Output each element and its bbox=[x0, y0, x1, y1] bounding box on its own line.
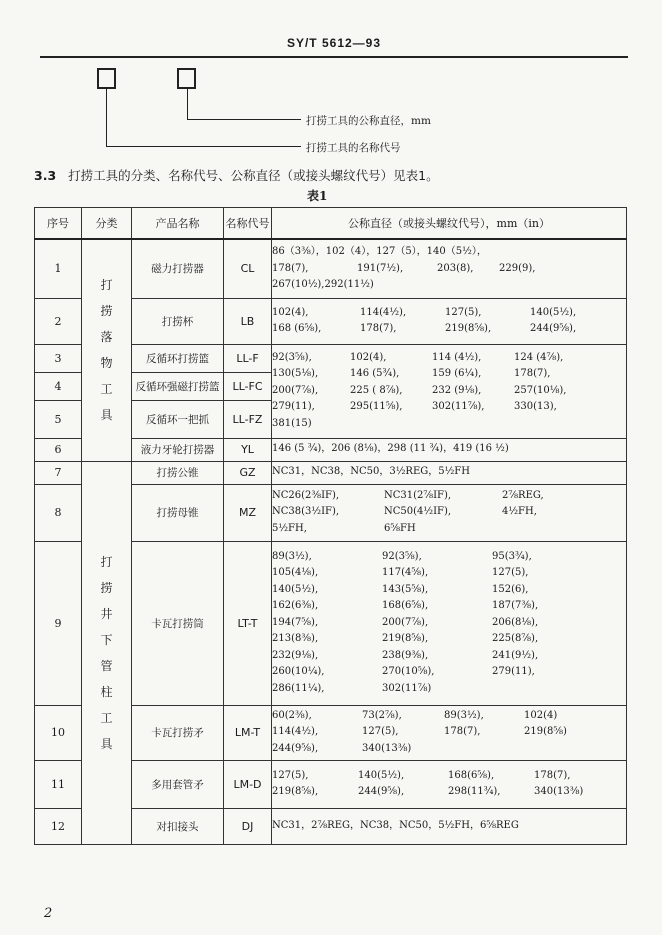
diameter-entry: 241(9½), bbox=[492, 649, 539, 661]
diameter-line bbox=[272, 244, 626, 261]
section-heading bbox=[34, 166, 439, 184]
diameter-cell bbox=[272, 541, 627, 705]
diameter-line bbox=[272, 768, 626, 785]
diameter-entry: 203(8), bbox=[437, 262, 474, 274]
name-code-leader-h bbox=[106, 146, 301, 147]
diameter-line bbox=[272, 441, 626, 458]
header-cell: 公称直径（或接头螺纹代号），mm（in） bbox=[272, 208, 627, 240]
diameter-entry: 302(11⅞) bbox=[382, 682, 432, 694]
diameter-line bbox=[272, 708, 626, 725]
row-number: 7 bbox=[35, 461, 82, 484]
product-name: 卡瓦打捞矛 bbox=[132, 705, 224, 760]
diameter-entry: 286(11¼), bbox=[272, 682, 325, 694]
category-vertical-text: 打 捞 落 物 工 具 bbox=[100, 278, 113, 423]
diameter-cell bbox=[272, 298, 627, 344]
diameter-cell bbox=[272, 438, 627, 461]
diameter-line bbox=[272, 724, 626, 741]
name-code: LL-F bbox=[224, 344, 272, 372]
diameter-entry: 219(8⅝), bbox=[445, 323, 492, 334]
diameter-cell bbox=[272, 484, 627, 541]
diameter-entry: 6⅝FH bbox=[384, 522, 416, 534]
header-cell: 分类 bbox=[82, 208, 132, 240]
diameter-entry: 92(3⅝), bbox=[382, 550, 422, 562]
diameter-entry: 191(7½), bbox=[357, 262, 404, 274]
diameter-entry: 124 (4⅞), bbox=[514, 351, 564, 363]
row-number: 10 bbox=[35, 705, 82, 760]
diameter-entry: 200(7⅞), bbox=[272, 384, 319, 396]
diameter-entry: 95(3¾), bbox=[492, 550, 532, 562]
diameter-line bbox=[272, 416, 626, 433]
diameter-label: 打捞工具的公称直径，mm bbox=[306, 115, 431, 127]
diameter-line bbox=[272, 366, 626, 383]
diameter-entry: 194(7⅝), bbox=[272, 616, 319, 628]
diameter-entry: 152(6), bbox=[492, 583, 529, 595]
diameter-entry: 114(4½), bbox=[360, 306, 407, 318]
diameter-entry: 279(11), bbox=[272, 401, 315, 413]
diameter-line bbox=[272, 399, 626, 416]
diameter-entry: 162(6⅜), bbox=[272, 600, 319, 612]
row-number: 4 bbox=[35, 372, 82, 400]
row-number: 12 bbox=[35, 808, 82, 844]
diameter-entry: 340(13⅜) bbox=[534, 786, 584, 797]
diameter-entry: 127(5), bbox=[362, 726, 399, 738]
category-cell bbox=[82, 239, 132, 461]
name-code: LM-D bbox=[224, 760, 272, 808]
diameter-box bbox=[177, 68, 196, 89]
diameter-entry: 140(5½), bbox=[272, 583, 319, 595]
diameter-cell bbox=[272, 760, 627, 808]
diameter-entry: 92(3⅝), bbox=[272, 351, 312, 363]
diameter-entry: 200(7⅞), bbox=[382, 616, 429, 628]
name-code-box bbox=[97, 68, 116, 89]
name-code: YL bbox=[224, 438, 272, 461]
row-number: 6 bbox=[35, 438, 82, 461]
diameter-entry: 168(6⅝), bbox=[448, 769, 495, 781]
diameter-line bbox=[272, 521, 626, 538]
diameter-entry: 244(9⅝), bbox=[358, 786, 405, 797]
row-number: 11 bbox=[35, 760, 82, 808]
diameter-entry: 178(7), bbox=[360, 323, 397, 334]
diameter-entry: 102(4) bbox=[524, 709, 558, 721]
diameter-entry: 257(10⅛), bbox=[514, 384, 567, 396]
table-row bbox=[35, 239, 627, 298]
diameter-cell bbox=[272, 239, 627, 298]
diameter-entry: 127(5), bbox=[445, 306, 482, 318]
diameter-cell bbox=[272, 808, 627, 844]
diameter-entry: 114 (4½), bbox=[432, 351, 482, 363]
diameter-line bbox=[272, 565, 626, 582]
row-number: 1 bbox=[35, 239, 82, 298]
header-rule bbox=[40, 56, 628, 58]
diameter-line bbox=[272, 818, 626, 835]
product-name: 打捞杯 bbox=[132, 298, 224, 344]
diameter-entry: NC31(2⅞IF), bbox=[384, 489, 452, 501]
name-code-label: 打捞工具的名称代号 bbox=[306, 142, 401, 154]
diameter-entry: 130(5⅛), bbox=[272, 368, 319, 380]
diameter-entry: 260(10¼), bbox=[272, 666, 325, 678]
diameter-entry: 2⅞REG, bbox=[502, 489, 544, 501]
diameter-line bbox=[272, 261, 626, 278]
diameter-line bbox=[272, 741, 626, 758]
diameter-entry: 105(4⅛), bbox=[272, 567, 319, 579]
diameter-entry: 89(3½), bbox=[272, 550, 312, 562]
name-code: GZ bbox=[224, 461, 272, 484]
diameter-entry: 117(4⅝), bbox=[382, 567, 429, 579]
diameter-entry: NC38(3½IF), bbox=[272, 506, 340, 518]
diameter-entry: 244(9⅝), bbox=[272, 742, 319, 754]
diameter-line bbox=[272, 504, 626, 521]
diameter-entry: 381(15) bbox=[272, 417, 312, 429]
diameter-entry: 102(4), bbox=[272, 306, 309, 318]
diameter-entry: 279(11), bbox=[492, 666, 535, 678]
row-number: 3 bbox=[35, 344, 82, 372]
table-header-row bbox=[35, 208, 627, 240]
diameter-entry: NC26(2⅜IF), bbox=[272, 489, 340, 501]
name-code: LB bbox=[224, 298, 272, 344]
diameter-line bbox=[272, 277, 626, 294]
diameter-line bbox=[272, 648, 626, 665]
section-text: 打捞工具的分类、名称代号、公称直径（或接头螺纹代号）见表1。 bbox=[68, 168, 439, 183]
name-code: LM-T bbox=[224, 705, 272, 760]
diameter-entry: 229(9), bbox=[499, 262, 536, 274]
diameter-leader-h bbox=[187, 119, 301, 120]
header-cell: 名称代号 bbox=[224, 208, 272, 240]
diameter-entry: 89(3½), bbox=[444, 709, 484, 721]
diameter-entry: 73(2⅞), bbox=[362, 709, 402, 721]
diameter-entry: 302(11⅞), bbox=[432, 401, 485, 413]
product-name: 卡瓦打捞筒 bbox=[132, 541, 224, 705]
diameter-entry: 219(8⅝) bbox=[524, 726, 567, 738]
category-vertical-text: 打 捞 井 下 管 柱 工 具 bbox=[100, 554, 113, 751]
diameter-cell bbox=[272, 705, 627, 760]
name-code: MZ bbox=[224, 484, 272, 541]
category-cell bbox=[82, 461, 132, 844]
diameter-line bbox=[272, 350, 626, 367]
diameter-entry: 86（3⅜），102（4），127（5），140（5½）， bbox=[272, 246, 487, 257]
diameter-entry: 159 (6¼), bbox=[432, 368, 482, 380]
diameter-line bbox=[272, 383, 626, 400]
diameter-line bbox=[272, 488, 626, 505]
diameter-entry: 168 (6⅝), bbox=[272, 323, 322, 334]
product-name: 多用套管矛 bbox=[132, 760, 224, 808]
header-cell: 产品名称 bbox=[132, 208, 224, 240]
header-cell: 序号 bbox=[35, 208, 82, 240]
diameter-line bbox=[272, 664, 626, 681]
diameter-line bbox=[272, 464, 626, 481]
product-name: 反循环强磁打捞篮 bbox=[132, 372, 224, 400]
diameter-entry: 143(5⅝), bbox=[382, 583, 429, 595]
product-name: 液力牙轮打捞器 bbox=[132, 438, 224, 461]
diameter-entry: 187(7⅜), bbox=[492, 600, 539, 612]
diameter-leader-v bbox=[187, 89, 188, 119]
diameter-entry: 178(7), bbox=[272, 262, 309, 274]
diameter-entry: 102(4), bbox=[350, 351, 387, 363]
product-name: 对扣接头 bbox=[132, 808, 224, 844]
diameter-entry: 232 (9⅛), bbox=[432, 384, 482, 396]
row-number: 8 bbox=[35, 484, 82, 541]
name-code: CL bbox=[224, 239, 272, 298]
name-code: LT-T bbox=[224, 541, 272, 705]
diameter-line bbox=[272, 321, 626, 338]
name-code: LL-FZ bbox=[224, 400, 272, 438]
page-number: 2 bbox=[44, 906, 53, 921]
product-name: 磁力打捞器 bbox=[132, 239, 224, 298]
diameter-entry: 146 (5¾), bbox=[350, 368, 400, 380]
diameter-entry: 60(2⅜), bbox=[272, 709, 312, 721]
product-name: 反循环打捞篮 bbox=[132, 344, 224, 372]
diameter-entry: 140(5½), bbox=[358, 769, 405, 781]
diameter-entry: 114(4½), bbox=[272, 726, 319, 738]
table-row bbox=[35, 461, 627, 484]
diameter-entry: 168(6⅝), bbox=[382, 600, 429, 612]
diameter-line bbox=[272, 582, 626, 599]
row-number: 5 bbox=[35, 400, 82, 438]
product-name: 反循环一把抓 bbox=[132, 400, 224, 438]
diameter-entry: 5½FH, bbox=[272, 522, 307, 534]
diameter-cell bbox=[272, 461, 627, 484]
diameter-entry: 127(5), bbox=[492, 567, 529, 579]
diameter-entry: 127(5), bbox=[272, 769, 309, 781]
diameter-line bbox=[272, 681, 626, 698]
diameter-entry: 244(9⅝), bbox=[530, 323, 577, 334]
product-name: 打捞公锥 bbox=[132, 461, 224, 484]
diameter-line bbox=[272, 631, 626, 648]
diameter-entry: NC50(4½IF), bbox=[384, 506, 452, 518]
diameter-line bbox=[272, 615, 626, 632]
name-code-leader-v bbox=[106, 89, 107, 146]
diameter-entry: NC31，NC38，NC50，3½REG，5½FH bbox=[272, 466, 470, 478]
diameter-cell bbox=[272, 344, 627, 438]
name-code: LL-FC bbox=[224, 372, 272, 400]
diameter-entry: 178(7), bbox=[514, 368, 551, 380]
diameter-entry: 330(13), bbox=[514, 401, 557, 413]
diameter-entry: NC31，2⅞REG，NC38，NC50，5½FH，6⅝REG bbox=[272, 819, 519, 831]
diameter-entry: 213(8⅜), bbox=[272, 633, 319, 645]
diameter-entry: 232(9⅛), bbox=[272, 649, 319, 661]
standard-code: SY/T 5612—93 bbox=[286, 36, 382, 50]
section-number: 3.3 bbox=[34, 168, 57, 183]
diameter-entry: 178(7), bbox=[534, 769, 571, 781]
diameter-line bbox=[272, 784, 626, 801]
diameter-entry: 146 (5 ¾)，206 (8⅛)，298 (11 ¾)，419 (16 ½) bbox=[272, 443, 509, 455]
diameter-entry: 219(8⅝), bbox=[382, 633, 429, 645]
diameter-entry: 270(10⅝), bbox=[382, 666, 435, 678]
diameter-entry: 238(9⅜), bbox=[382, 649, 429, 661]
diameter-entry: 340(13⅜) bbox=[362, 742, 412, 754]
classification-table bbox=[34, 207, 627, 845]
table-caption: 表1 bbox=[307, 189, 328, 203]
diameter-entry: 225 ( 8⅞), bbox=[350, 384, 403, 396]
diameter-entry: 206(8⅛), bbox=[492, 616, 539, 628]
diameter-line bbox=[272, 598, 626, 615]
diameter-entry: 295(11⅝), bbox=[350, 401, 403, 413]
diameter-line bbox=[272, 305, 626, 322]
name-code: DJ bbox=[224, 808, 272, 844]
diameter-entry: 225(8⅞), bbox=[492, 633, 539, 645]
diameter-entry: 267(10½),292(11½) bbox=[272, 279, 374, 290]
diameter-entry: 219(8⅝), bbox=[272, 786, 319, 797]
diameter-line bbox=[272, 549, 626, 566]
product-name: 打捞母锥 bbox=[132, 484, 224, 541]
diameter-entry: 4½FH, bbox=[502, 506, 537, 518]
diameter-entry: 178(7), bbox=[444, 726, 481, 738]
diameter-entry: 140(5½), bbox=[530, 306, 577, 318]
row-number: 2 bbox=[35, 298, 82, 344]
row-number: 9 bbox=[35, 541, 82, 705]
diameter-entry: 298(11¾), bbox=[448, 786, 501, 797]
